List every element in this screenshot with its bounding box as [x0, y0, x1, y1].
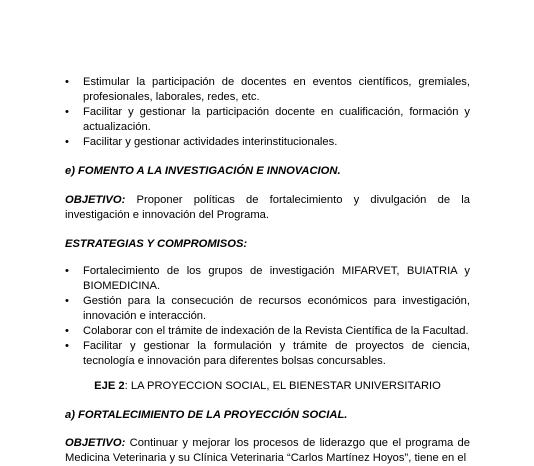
list-item-text: Facilitar y gestionar la formulación y trámite de proyectos de ciencia, tecnología e innovación para diferentes bolsas concursables.	[83, 340, 470, 367]
strategies-bullet-list-container	[65, 264, 470, 369]
bullet-icon: •	[65, 76, 69, 88]
list-item	[65, 75, 470, 105]
top-bullet-list	[65, 75, 470, 150]
list-item-text: Facilitar y gestionar actividades interinstitucionales.	[83, 136, 338, 148]
list-item	[65, 339, 470, 369]
eje-2-title: : LA PROYECCION SOCIAL, EL BIENESTAR UNIVERSITARIO	[124, 380, 441, 392]
section-a-heading: a) FORTALECIMIENTO DE LA PROYECCIÓN SOCIAL.	[65, 409, 348, 421]
list-item-text: Colaborar con el trámite de indexación de la Revista Científica de la Facultad.	[83, 325, 469, 337]
list-item-text: Fortalecimiento de los grupos de investigación MIFARVET, BUIATRIA y BIOMEDICINA.	[83, 265, 470, 292]
bullet-icon: •	[65, 106, 69, 118]
list-item	[65, 264, 470, 294]
list-item	[65, 105, 470, 135]
bullet-icon: •	[65, 325, 69, 337]
list-item-text: Facilitar y gestionar la participación docente en cualificación, formación y actualización.	[83, 106, 470, 133]
top-bullet-list-container	[65, 75, 470, 150]
bullet-icon: •	[65, 136, 69, 148]
eje-2-heading	[65, 379, 470, 394]
section-e-heading: e) FOMENTO A LA INVESTIGACIÓN E INNOVACION.	[65, 165, 341, 177]
objective-text: Proponer políticas de fortalecimiento y divulgación de la investigación e innovación del Programa.	[65, 194, 470, 221]
bullet-icon: •	[65, 265, 69, 277]
list-item	[65, 294, 470, 324]
list-item	[65, 324, 470, 339]
objective-label: OBJETIVO:	[65, 194, 126, 206]
list-item	[65, 135, 470, 150]
bullet-icon: •	[65, 295, 69, 307]
strategies-bullet-list	[65, 264, 470, 369]
eje-2-prefix: EJE 2	[94, 380, 125, 392]
bullet-icon: •	[65, 340, 69, 352]
list-item-text: Estimular la participación de docentes en eventos científicos, gremiales, profesionales, laborales, redes, etc.	[83, 76, 470, 103]
list-item-text: Gestión para la consecución de recursos económicos para investigación, innovación e interacción.	[83, 295, 470, 322]
strategies-heading: ESTRATEGIAS Y COMPROMISOS:	[65, 238, 248, 250]
section-e-objective	[65, 193, 470, 223]
objective-label: OBJETIVO:	[65, 437, 126, 449]
objective-text: Continuar y mejorar los procesos de liderazgo que el programa de Medicina Veterinaria y su Clínica Veterinaria “Carlos Martínez Hoyos”, tiene en el	[65, 437, 470, 464]
